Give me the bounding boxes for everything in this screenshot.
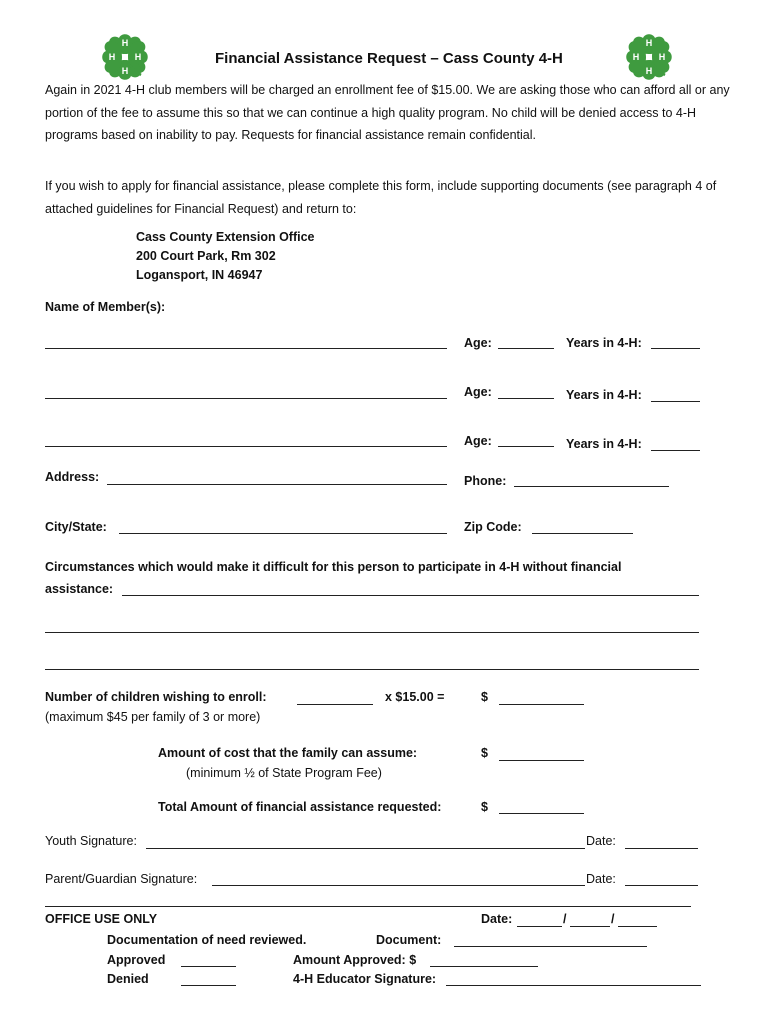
approved-label: Approved [107,953,166,967]
office-date-day[interactable] [570,926,610,927]
office-date-year[interactable] [618,926,657,927]
zip-field[interactable] [532,533,633,534]
documentation-reviewed-label: Documentation of need reviewed. [107,933,307,947]
amount-approved-field[interactable] [430,966,538,967]
parent-signature-field[interactable] [212,885,585,886]
member-name-field-3[interactable] [45,446,447,447]
intro-paragraph-1: Again in 2021 4-H club members will be charged an enrollment fee of $15.00. We are asking those who can afford all or any portion of the fee to assume this so that we can continue a high quality program. No child will be denied access to 4-H programs based on inability to pay. Requests for financial assistance remain confidential. [45,83,730,142]
city-state-label: City/State: [45,520,107,534]
age-field-3[interactable] [498,446,554,447]
city-state-field[interactable] [119,533,447,534]
zip-label: Zip Code: [464,520,522,534]
circumstances-field-2[interactable] [45,632,699,633]
4h-clover-logo-right [625,33,673,81]
member-name-field-2[interactable] [45,398,447,399]
address-label: Address: [45,470,100,484]
svg-text:H: H [121,38,129,48]
address-field[interactable] [107,484,447,485]
youth-date-field[interactable] [625,848,698,849]
circumstances-label-line-1: Circumstances which would make it difficult for this person to participate in 4-H without financial [45,560,622,574]
svg-text:H: H [645,38,653,48]
total-requested-field[interactable] [499,813,584,814]
currency-sign-3: $ [481,800,488,814]
family-assume-field[interactable] [499,760,584,761]
office-address-line-3: Logansport, IN 46947 [136,268,263,282]
family-assume-label: Amount of cost that the family can assume: [158,746,418,760]
phone-label: Phone: [464,474,507,488]
document-label: Document: [376,933,442,947]
years-field-3[interactable] [651,450,700,451]
youth-date-label: Date: [586,834,616,848]
years-label-3: Years in 4-H: [566,437,642,451]
youth-signature-label: Youth Signature: [45,834,137,848]
office-date-sep-1: / [563,912,567,926]
office-address-line-2: 200 Court Park, Rm 302 [136,249,276,263]
svg-text:H: H [632,52,640,62]
parent-date-label: Date: [586,872,616,886]
document-field[interactable] [454,946,647,947]
youth-signature-field[interactable] [146,848,585,849]
svg-text:H: H [658,52,666,62]
denied-label: Denied [107,972,149,986]
intro-paragraph-2: If you wish to apply for financial assistance, please complete this form, include supporting documents (see paragraph 4 of attached guidelines for Financial Request) and return to: [45,179,717,216]
age-label-3: Age: [464,434,492,448]
age-field-1[interactable] [498,348,554,349]
enroll-total-field[interactable] [499,704,584,705]
years-label-2: Years in 4-H: [566,388,642,402]
4h-clover-logo-left [101,33,149,81]
office-date-sep-2: / [611,912,615,926]
office-address-line-1: Cass County Extension Office [136,230,315,244]
office-date-month[interactable] [517,926,562,927]
total-requested-label: Total Amount of financial assistance requested: [158,800,442,814]
parent-signature-label: Parent/Guardian Signature: [45,872,198,886]
office-date-label: Date: [481,912,513,926]
children-count-field[interactable] [297,704,373,705]
years-label-1: Years in 4-H: [566,336,642,350]
denied-field[interactable] [181,985,236,986]
circumstances-label-line-2: assistance: [45,582,114,596]
members-label: Name of Member(s): [45,300,166,314]
office-use-heading: OFFICE USE ONLY [45,912,158,926]
maximum-note: (maximum $45 per family of 3 or more) [45,710,261,724]
years-field-1[interactable] [651,348,700,349]
currency-sign-1: $ [481,690,488,704]
children-enroll-label: Number of children wishing to enroll: [45,690,267,704]
svg-text:H: H [134,52,142,62]
circumstances-field-3[interactable] [45,669,699,670]
currency-sign-2: $ [481,746,488,760]
years-field-2[interactable] [651,401,700,402]
educator-signature-label: 4-H Educator Signature: [293,972,437,986]
svg-text:H: H [108,52,116,62]
phone-field[interactable] [514,486,669,487]
amount-approved-label: Amount Approved: $ [293,953,417,967]
age-label-1: Age: [464,336,492,350]
circumstances-field-1[interactable] [122,595,699,596]
approved-field[interactable] [181,966,236,967]
svg-text:H: H [645,66,653,76]
office-use-divider [45,906,691,907]
parent-date-field[interactable] [625,885,698,886]
member-name-field-1[interactable] [45,348,447,349]
svg-text:H: H [121,66,129,76]
fee-multiplier: x $15.00 = [385,690,445,704]
minimum-note: (minimum ½ of State Program Fee) [186,766,382,780]
page-title: Financial Assistance Request – Cass County 4-H [215,50,563,67]
age-label-2: Age: [464,385,492,399]
age-field-2[interactable] [498,398,554,399]
educator-signature-field[interactable] [446,985,701,986]
